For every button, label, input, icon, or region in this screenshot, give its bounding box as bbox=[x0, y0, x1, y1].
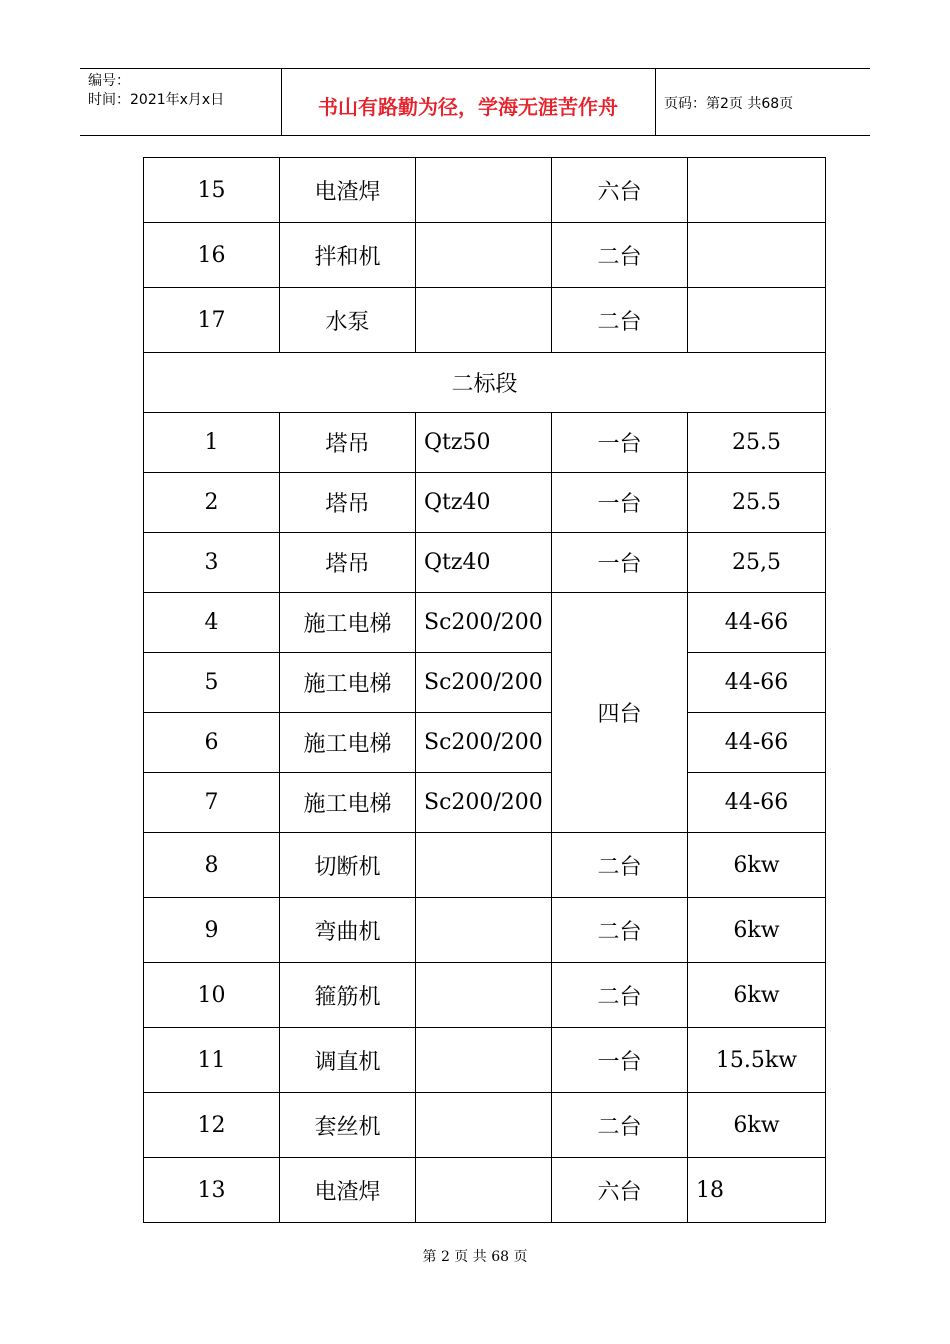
cell-power: 44-66 bbox=[688, 773, 826, 833]
cell-power: 6kw bbox=[688, 898, 826, 963]
cell-qty: 一台 bbox=[552, 473, 688, 533]
cell-no: 3 bbox=[144, 533, 280, 593]
header-bottom-rule bbox=[80, 135, 870, 136]
section-title: 二标段 bbox=[144, 353, 826, 413]
cell-qty: 二台 bbox=[552, 223, 688, 288]
table-row bbox=[144, 533, 826, 593]
cell-qty: 二台 bbox=[552, 288, 688, 353]
cell-qty: 二台 bbox=[552, 963, 688, 1028]
cell-name: 施工电梯 bbox=[280, 653, 416, 713]
cell-no: 10 bbox=[144, 963, 280, 1028]
cell-no: 1 bbox=[144, 413, 280, 473]
cell-qty: 二台 bbox=[552, 1093, 688, 1158]
cell-qty: 一台 bbox=[552, 413, 688, 473]
header-page-info: 页码：第2页 共68页 bbox=[664, 96, 794, 112]
cell-name: 箍筋机 bbox=[280, 963, 416, 1028]
cell-spec: Sc200/200 bbox=[416, 593, 552, 653]
cell-qty: 一台 bbox=[552, 533, 688, 593]
cell-no: 12 bbox=[144, 1093, 280, 1158]
cell-qty: 二台 bbox=[552, 833, 688, 898]
cell-power: 25.5 bbox=[688, 413, 826, 473]
cell-power: 6kw bbox=[688, 1093, 826, 1158]
cell-power bbox=[688, 223, 826, 288]
cell-no: 15 bbox=[144, 158, 280, 223]
cell-spec: Sc200/200 bbox=[416, 713, 552, 773]
cell-name: 套丝机 bbox=[280, 1093, 416, 1158]
cell-power: 44-66 bbox=[688, 653, 826, 713]
cell-no: 13 bbox=[144, 1158, 280, 1223]
cell-no: 9 bbox=[144, 898, 280, 963]
cell-name: 水泵 bbox=[280, 288, 416, 353]
cell-name: 弯曲机 bbox=[280, 898, 416, 963]
cell-power: 18 bbox=[688, 1158, 826, 1223]
cell-no: 2 bbox=[144, 473, 280, 533]
cell-power: 6kw bbox=[688, 963, 826, 1028]
cell-spec bbox=[416, 1028, 552, 1093]
cell-name: 施工电梯 bbox=[280, 773, 416, 833]
cell-power bbox=[688, 288, 826, 353]
table-row bbox=[144, 653, 826, 713]
section-row bbox=[144, 353, 826, 413]
cell-name: 塔吊 bbox=[280, 533, 416, 593]
table-row bbox=[144, 1158, 826, 1223]
table-row bbox=[144, 473, 826, 533]
table-row bbox=[144, 898, 826, 963]
cell-spec bbox=[416, 1093, 552, 1158]
cell-spec: Sc200/200 bbox=[416, 653, 552, 713]
table-row bbox=[144, 713, 826, 773]
cell-name: 电渣焊 bbox=[280, 158, 416, 223]
cell-qty: 六台 bbox=[552, 1158, 688, 1223]
table-row bbox=[144, 1028, 826, 1093]
cell-spec: Qtz50 bbox=[416, 413, 552, 473]
cell-name: 施工电梯 bbox=[280, 713, 416, 773]
cell-no: 16 bbox=[144, 223, 280, 288]
equipment-table bbox=[143, 157, 826, 1223]
cell-spec bbox=[416, 223, 552, 288]
cell-no: 11 bbox=[144, 1028, 280, 1093]
cell-name: 调直机 bbox=[280, 1028, 416, 1093]
table-row bbox=[144, 223, 826, 288]
cell-no: 6 bbox=[144, 713, 280, 773]
table-row bbox=[144, 833, 826, 898]
page-footer: 第 2 页 共 68 页 bbox=[422, 1249, 528, 1265]
cell-spec bbox=[416, 1158, 552, 1223]
cell-qty: 六台 bbox=[552, 158, 688, 223]
cell-power bbox=[688, 158, 826, 223]
header-divider bbox=[655, 68, 656, 136]
cell-name: 拌和机 bbox=[280, 223, 416, 288]
table-row bbox=[144, 773, 826, 833]
cell-name: 施工电梯 bbox=[280, 593, 416, 653]
cell-spec: Qtz40 bbox=[416, 473, 552, 533]
cell-power: 44-66 bbox=[688, 713, 826, 773]
table-row bbox=[144, 593, 826, 653]
cell-name: 塔吊 bbox=[280, 413, 416, 473]
header-time-label: 时间：2021年x月x日 bbox=[88, 92, 225, 108]
cell-spec bbox=[416, 898, 552, 963]
cell-spec: Qtz40 bbox=[416, 533, 552, 593]
table-row bbox=[144, 963, 826, 1028]
cell-spec bbox=[416, 833, 552, 898]
header-top-rule bbox=[80, 68, 870, 69]
table-row bbox=[144, 288, 826, 353]
cell-no: 8 bbox=[144, 833, 280, 898]
cell-power: 25,5 bbox=[688, 533, 826, 593]
cell-no: 17 bbox=[144, 288, 280, 353]
cell-no: 5 bbox=[144, 653, 280, 713]
cell-spec bbox=[416, 158, 552, 223]
table-row bbox=[144, 1093, 826, 1158]
cell-name: 切断机 bbox=[280, 833, 416, 898]
cell-qty: 一台 bbox=[552, 1028, 688, 1093]
cell-spec: Sc200/200 bbox=[416, 773, 552, 833]
cell-spec bbox=[416, 288, 552, 353]
header-meta bbox=[88, 72, 224, 110]
cell-power: 6kw bbox=[688, 833, 826, 898]
table-row bbox=[144, 413, 826, 473]
cell-name: 塔吊 bbox=[280, 473, 416, 533]
cell-qty: 二台 bbox=[552, 898, 688, 963]
cell-power: 44-66 bbox=[688, 593, 826, 653]
table-row bbox=[144, 158, 826, 223]
cell-spec bbox=[416, 963, 552, 1028]
cell-qty-merged: 四台 bbox=[552, 593, 688, 833]
cell-no: 7 bbox=[144, 773, 280, 833]
cell-power: 25.5 bbox=[688, 473, 826, 533]
header-number-label: 编号： bbox=[88, 73, 130, 89]
cell-power: 15.5kw bbox=[688, 1028, 826, 1093]
header-motto: 书山有路勤为径，学海无涯苦作舟 bbox=[318, 95, 618, 119]
cell-name: 电渣焊 bbox=[280, 1158, 416, 1223]
cell-no: 4 bbox=[144, 593, 280, 653]
